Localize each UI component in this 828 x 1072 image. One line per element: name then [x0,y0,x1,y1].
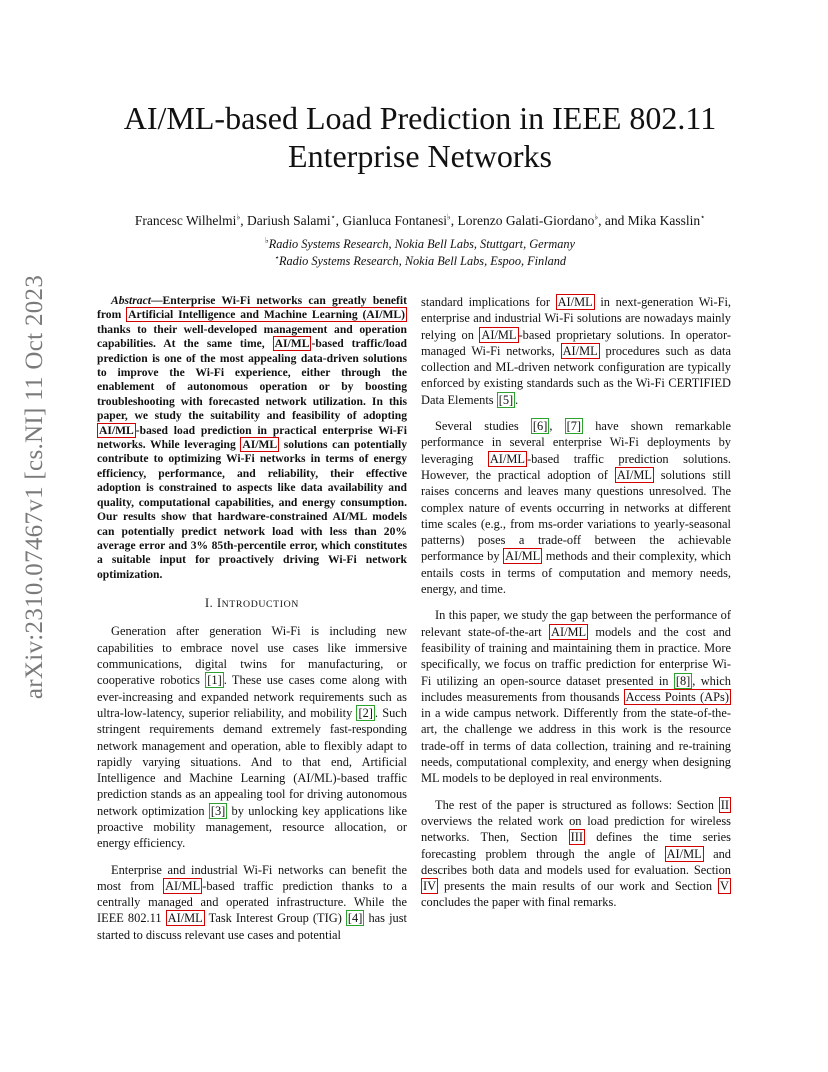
acronym-link[interactable]: AI/ML [274,337,310,351]
body-text: . Such stringent requirements demand extremely fast-responding network management and operation, able to flexibly adapt to rapidly varying situations. And to that end, Artificial Intelligence and Machine Learning (AI/ML)-based traffic prediction stands as an appealing tool for driving autonomous network optimization [97,705,407,818]
author-separator: , [335,213,343,228]
body-text: Enterprise and industrial Wi-Fi networks can benefit the most from [97,862,407,893]
body-text: Generation after generation Wi-Fi is including new capabilities to embrace novel use cases like immersive communications, digital twins for manufacturing, or cooperative robotics [97,624,407,688]
acronym-link[interactable]: AI/ML [242,438,278,452]
intro-paragraph-3 [421,294,731,408]
body-text: The rest of the paper is structured as follows: Section [435,797,719,812]
section-link[interactable]: II [720,797,729,812]
section-link[interactable]: III [570,830,584,845]
intro-paragraph-2 [97,862,407,943]
body-text: in a wide campus network. Differently from the state-of-the-art, the challenge we address in this work is the resource trade-off in terms of data collection, training and re-training needs, computational complexity, and energy when designing ML models to be deployed in real environments. [421,706,731,786]
body-text: in next-generation Wi-Fi, enterprise and industrial Wi-Fi solutions are nowadays mainly relying on [421,295,731,342]
citation-link[interactable]: [7] [566,419,582,434]
intro-paragraph-1 [97,623,407,851]
acronym-link[interactable]: AI/ML [505,549,541,564]
affiliation-text: Radio Systems Research, Nokia Bell Labs, Stuttgart, Germany [268,237,576,251]
intro-paragraph-5 [421,607,731,786]
acronym-link[interactable]: Artificial Intelligence and Machine Learning (AI/ML) [128,308,406,322]
acronym-link[interactable]: AI/ML [616,467,652,482]
acronym-link[interactable]: AI/ML [167,911,203,926]
body-text: models and the cost and feasibility of training and maintaining them in practice. More specifically, we focus on traffic prediction for enterprise Wi-Fi utilizing an open-source dataset presented in [421,624,731,688]
body-text: methods and their complexity, which entails costs in terms of computation and memory needs, energy, and time. [421,549,731,597]
citation-link[interactable]: [3] [210,803,226,818]
body-text: solutions still raises concerns and leaves many questions unresolved. The complex nature of events occurring in networks at different time scales (e.g., from [421,467,731,531]
citation-link[interactable]: [5] [498,392,514,407]
unit-text: ms [538,516,553,531]
body-text: -based traffic prediction solutions. However, the practical adoption of [421,451,731,482]
citation-link[interactable]: [1] [207,673,222,688]
body-text: . These use cases come along with ever-increasing and expanded network requirements such as ultra-low-latency, superior reliability, and mobility [97,673,408,720]
body-text: defines the time series forecasting problem through the angle of [421,830,731,861]
abstract-label: Abstract [111,294,151,307]
body-text: , [549,419,565,434]
section-link[interactable]: V [720,879,729,894]
author-separator: , [450,213,458,228]
author-3: Gianluca Fontanesi [342,213,447,228]
section-number: I. [205,596,217,611]
section-title: NTRODUCTION [221,599,299,611]
acronym-link[interactable]: AI/ML [489,451,525,466]
left-column [97,294,407,953]
abstract-text: -based load prediction in practical enterprise Wi-Fi networks. While leveraging [97,423,407,452]
abstract-text: solutions can potentially contribute to optimizing Wi-Fi networks in terms of energy efficiency, performance, and reliability, their effective adoption is constrained to aspects like data availability and quality, computational capabilities, and energy consumption. Our results show that hardware-constrained AI/ML models can potentially predict network load with less than 20% average error and 3% 85th-percentile error, which constitutes a suitable input for proactively driving Wi-Fi network optimization. [97,438,407,581]
body-text: by unlocking key applications like proactive mobility management, resource allocation, or energy efficiency. [97,803,407,851]
body-text: have shown remarkable performance in several enterprise Wi-Fi deployments by leveraging [421,419,731,466]
acronym-link[interactable]: AI/ML [666,846,702,861]
abstract-text: -based traffic/load prediction is one of the most appealing data-driven solutions to improve the Wi-Fi experience, either through the enablement of autonomous operation or by boosting troubleshooting with forecasted network utilization. In this paper, we study the suitability and feasibility of adopting [97,337,407,423]
citation-link[interactable]: [4] [347,911,363,926]
affiliation-mark: ⋆ [330,212,336,222]
section-initial: I [216,596,222,611]
affiliation-mark: ⋆ [273,252,279,262]
author-1: Francesc Wilhelmi [134,213,237,228]
body-text: has just started to discuss relevant use cases and potential [97,911,407,942]
acronym-link[interactable]: AI/ML [165,878,201,893]
abstract-text: thanks to their well-developed management and operation capabilities. At the same time, [97,322,407,351]
body-text: -order variations to yearly-seasonal patterns) poses a trade-off between the achievable performance by [421,516,732,564]
title-line-1: AI/ML-based Load Prediction in IEEE 802.11 [123,100,717,136]
affiliation-mark: ♭ [236,212,241,222]
affiliation-mark: ♭ [446,212,451,222]
affiliation-mark: ⋆ [700,212,706,222]
body-text: -based traffic prediction thanks to a centrally managed and operated infrastructure. While the IEEE 802.11 [97,878,407,926]
body-text: -based proprietary solutions. In operator-managed Wi-Fi networks, [421,327,731,358]
body-text: . [515,392,519,407]
affiliation-espoo [60,253,780,269]
body-text: , which includes measurements from thousands [421,673,731,704]
author-list [60,212,780,230]
body-text: presents the main results of our work and Section [438,879,719,894]
acronym-link[interactable]: AI/ML [557,295,593,309]
acronym-link[interactable]: AI/ML [99,423,134,437]
author-5: Mika Kasslin [627,213,701,228]
title-line-2: Enterprise Networks [288,138,552,174]
author-separator: , [240,213,247,228]
citation-link[interactable]: [6] [532,419,548,434]
body-text: concludes the paper with final remarks. [421,895,617,910]
right-column [421,294,731,921]
acronym-link[interactable]: AI/ML [562,343,598,358]
arxiv-identifier [20,274,50,700]
acronym-link[interactable]: Access Points (APs) [625,689,729,704]
arxiv-identifier-text: arXiv:2310.07467v1 [cs.NI] 11 Oct 2023 [21,274,49,700]
body-text: procedures such as data collection and ML-driven network configuration are typically enforced by existing standards such as the Wi-Fi CERTIFIED Data Elements [421,343,731,407]
affiliation-text: Radio Systems Research, Nokia Bell Labs, Espoo, Finland [278,254,567,268]
affiliation-mark: ♭ [264,235,269,245]
abstract [97,294,407,582]
body-text: Task Interest Group (TIG) [204,911,346,926]
author-4: Lorenzo Galati-Giordano [457,213,595,228]
body-text: and describes both data and models used for evaluation. Section [421,846,731,877]
affiliation-stuttgart [60,236,780,252]
citation-link[interactable]: [2] [358,705,373,720]
body-text: overviews the related work on load prediction for wireless networks. Then, Section [421,813,731,845]
acronym-link[interactable]: AI/ML [481,327,517,342]
abstract-text: —Enterprise Wi-Fi networks can greatly benefit from [97,294,407,322]
acronym-link[interactable]: AI/ML [551,624,587,639]
paper-title [60,99,780,175]
section-link[interactable]: IV [423,879,437,894]
intro-paragraph-4 [421,418,731,597]
body-text: Several studies [435,419,531,434]
intro-paragraph-6 [421,797,731,911]
author-2: Dariush Salami [246,213,331,228]
section-heading-introduction [97,595,407,613]
author-separator: , and [598,213,628,228]
citation-link[interactable]: [8] [675,673,691,688]
body-text: In this paper, we study the gap between the performance of relevant state-of-the-art [421,608,731,639]
body-text: standard implications for [421,295,556,309]
affiliation-mark: ♭ [594,212,599,222]
